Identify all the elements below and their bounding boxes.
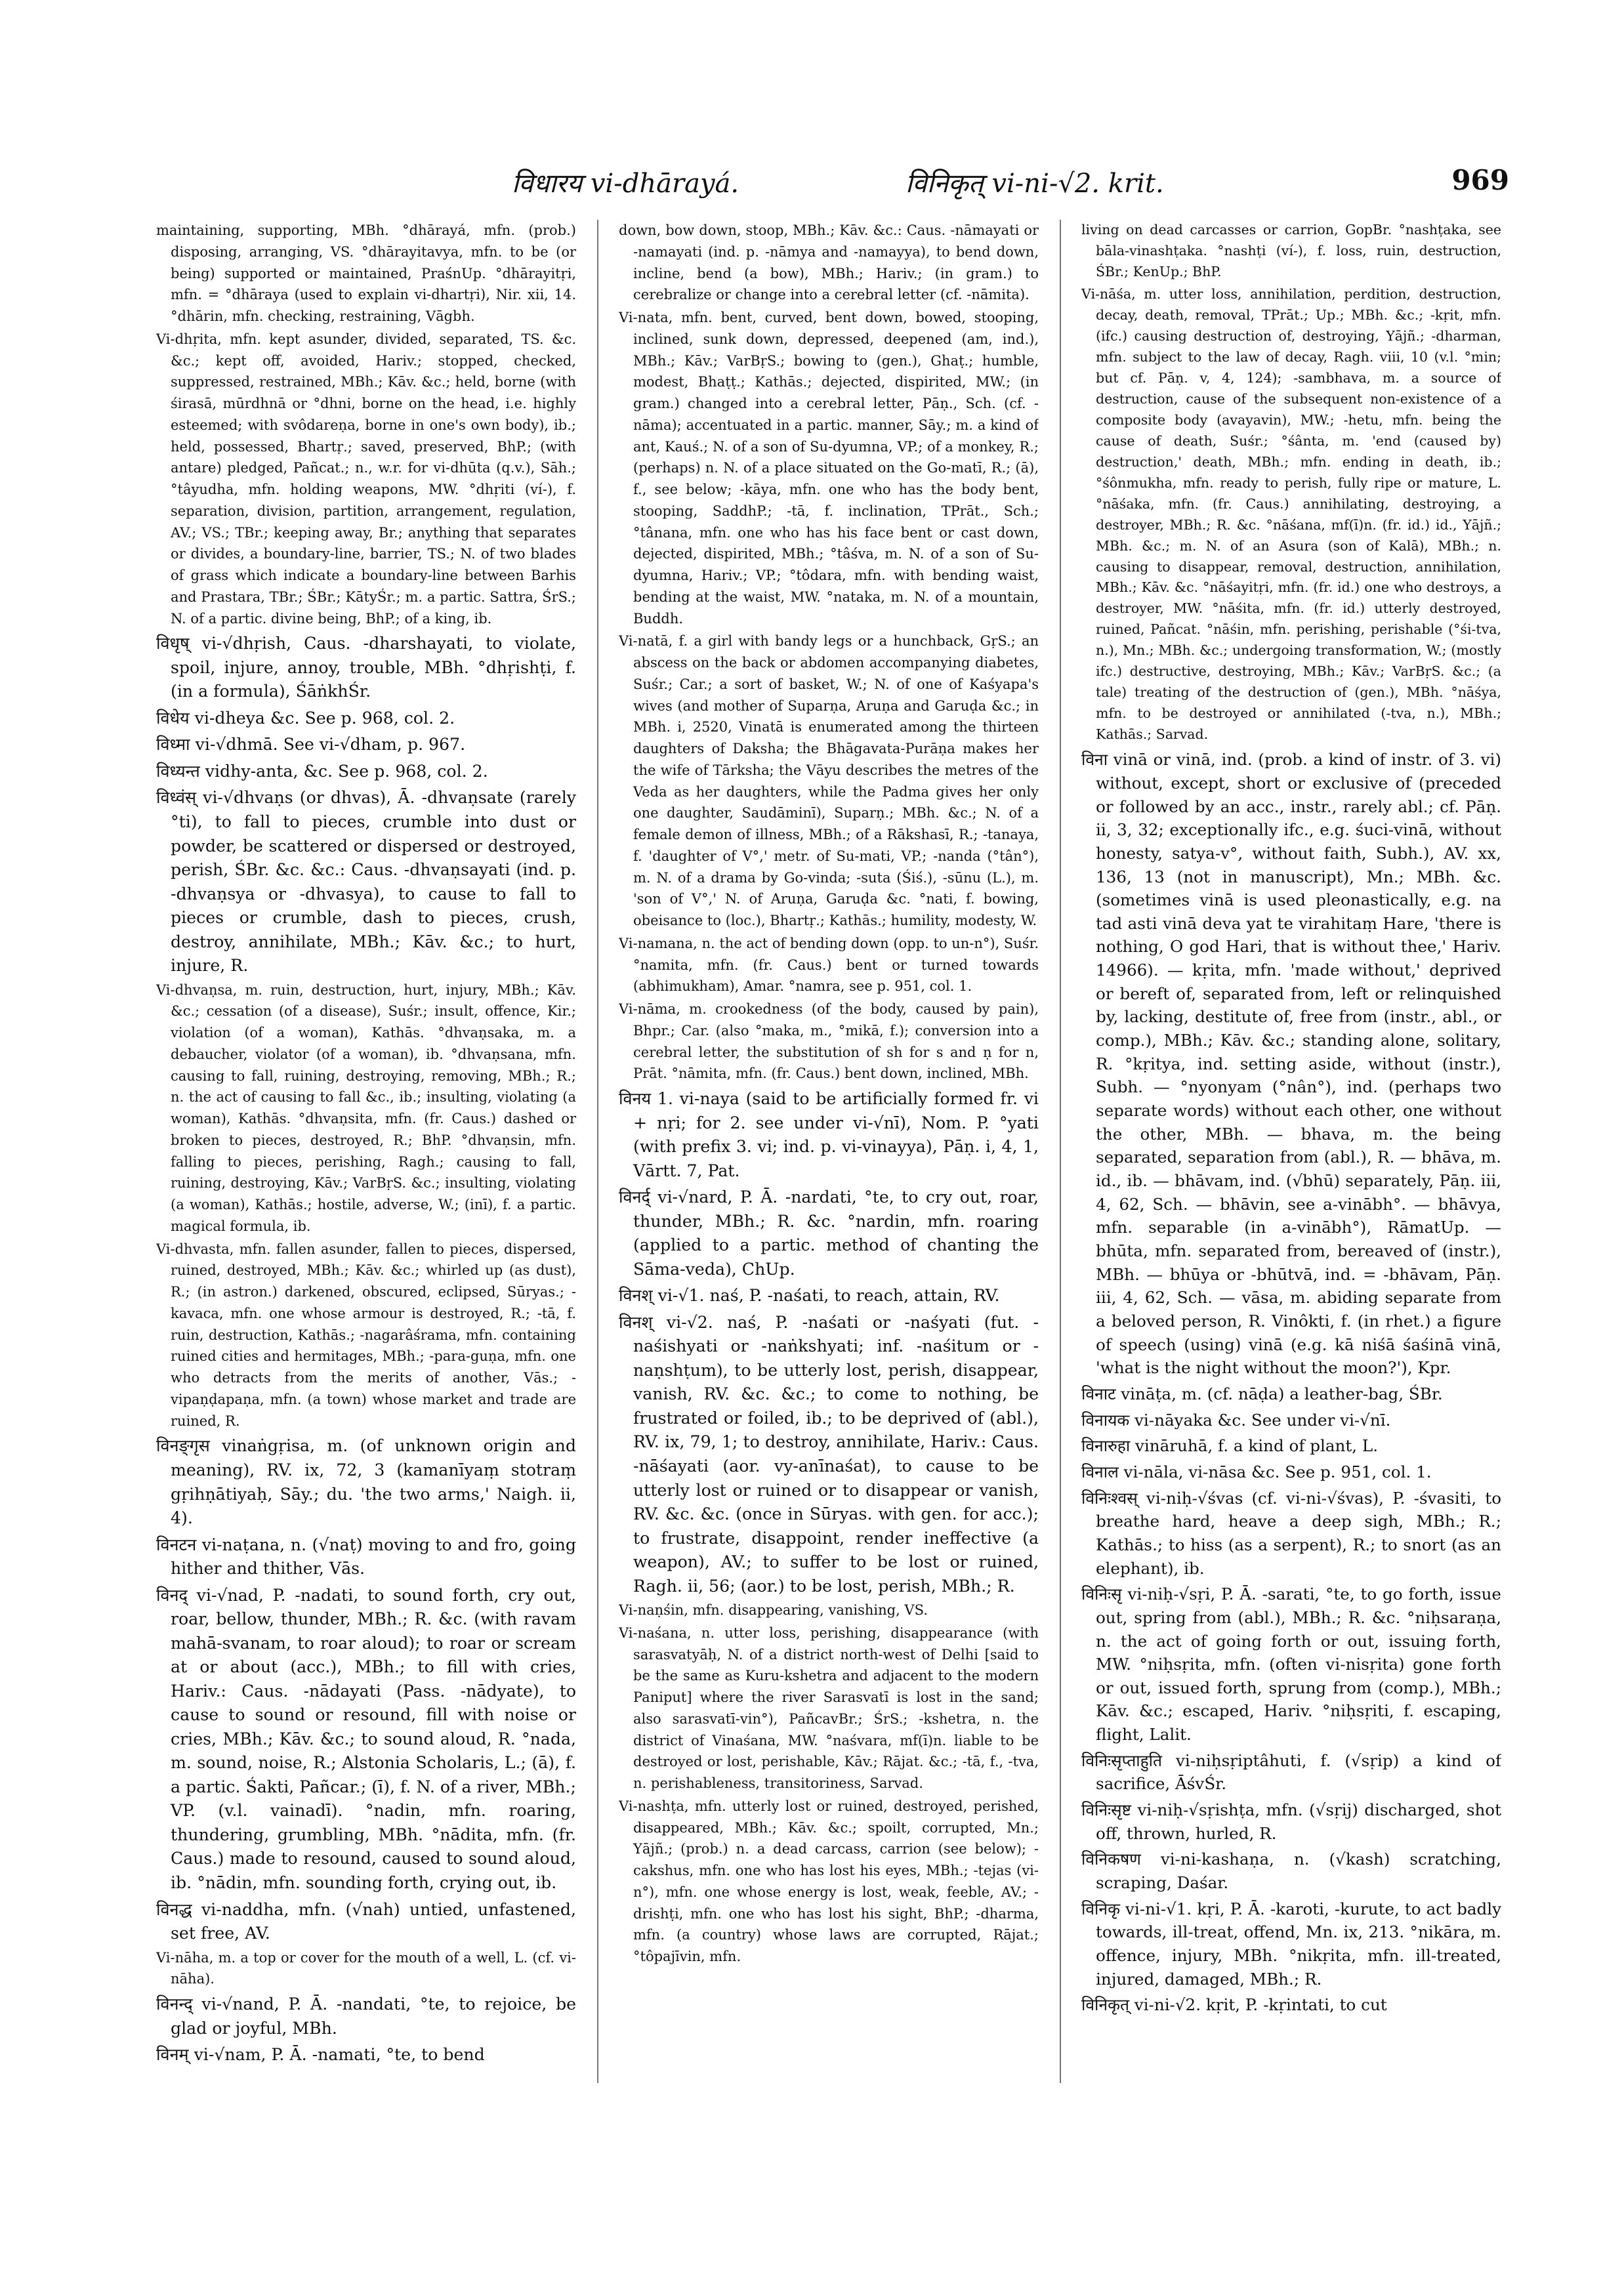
dictionary-entry: विनश् vi-√1. naś, P. -naśati, to reach, attain, RV. bbox=[619, 1286, 1000, 1306]
dictionary-entry: विनटन vi-naṭana, n. (√naṭ) moving to and fro, going hither and thither, Vās. bbox=[156, 1535, 576, 1579]
column-3 bbox=[1081, 220, 1501, 2083]
dictionary-entry: विनिःश्वस् vi-niḥ-√śvas (cf. vi-ni-√śvas), P. -śvasiti, to breathe hard, heave a deep sigh, MBh.; R.; Kathās.; to hiss (as a serpent), R.; to snort (as an elephant), ib. bbox=[1081, 1488, 1501, 1578]
dictionary-entry: विनम् vi-√nam, P. Ā. -namati, °te, to bend bbox=[156, 2045, 485, 2065]
dictionary-entry: विध्मा vi-√dhmā. See vi-√dham, p. 967. bbox=[156, 735, 466, 755]
dictionary-entry: विनन्द् vi-√nand, P. Ā. -nandati, °te, to rejoice, be glad or joyful, MBh. bbox=[156, 1995, 576, 2038]
dictionary-entry: विनद् vi-√nad, P. -nadati, to sound forth, cry out, roar, bellow, thunder, MBh.; R. &c. (with ravam mahā-svanam, to roar aloud); to roar or scream at or about (acc.), MBh.; to fill with cries, Hariv.: Caus. -nādayati (Pass. -nādyate), to cause to sound or resound, fill with noise or cries, MBh.; Kāv. &c.; to sound aloud, R. °nada, m. sound, noise, R.; Alstonia Scholaris, L.; (ā), f. a partic. Śakti, Pañcar.; (ī), f. N. of a river, MBh.; VP. (v.l. vainadī). °nadin, mfn. roaring, thundering, grumbling, MBh. °nādita, mfn. (fr. Caus.) made to resound, caused to sound aloud, ib. °nādin, mfn. sounding forth, crying out, ib. bbox=[156, 1585, 576, 1892]
dictionary-entry: विनायक vi-nāyaka &c. See under vi-√nī. bbox=[1081, 1410, 1391, 1430]
dictionary-entry: विनद्ध vi-naddha, mfn. (√nah) untied, unfastened, set free, AV. bbox=[156, 1899, 576, 1943]
dictionary-entry: Vi-dhvasta, mfn. fallen asunder, fallen to pieces, dispersed, ruined, destroyed, MBh.; Kāv. &c.; whirled up (as dust), R.; (in astron.) darkened, obscured, eclipsed, Sūryas.; -kavaca, mfn. one whose armour is destroyed, R.; -tā, f. ruin, destruction, Kathās.; -nagarâśrama, mfn. containing ruined cities and hermitages, MBh.; -para-guṇa, mfn. one who detracts from the merits of another, Vās.; -vipaṇḍapaṇa, mfn. (a town) whose market and trade are ruined, R. bbox=[156, 1241, 576, 1429]
page-number: 969 bbox=[1451, 164, 1509, 196]
dictionary-entry: Vi-nata, mfn. bent, curved, bent down, bowed, stooping, inclined, sunk down, depressed, deepened (am, ind.), MBh.; Kāv.; VarBṛS.; bowing to (gen.), Ghaṭ.; humble, modest, Bhaṭṭ.; Kathās.; dejected, dispirited, MW.; (in gram.) changed into a cerebral letter, Pāṇ., Sch. (cf. -nāma); accentuated in a partic. manner, Sāy.; m. a kind of ant, Kauś.; N. of a son of Su-dyumna, VP.; of a monkey, R.; (perhaps) n. N. of a place situated on the Go-matī, R.; (ā), f., see below; -kāya, mfn. one who has the body bent, stooping, SaddhP.; -tā, f. inclination, TPrāt., Sch.; °tânana, mfn. one who has his face bent or cast down, dejected, dispirited, MBh.; °tâśva, m. N. of a son of Su-dyumna, Hariv.; VP.; °tôdara, mfn. with bending waist, bending at the waist, MW. °nataka, m. N. of a mountain, Buddh. bbox=[619, 310, 1039, 627]
dictionary-entry: Vi-dhvaṇsa, m. ruin, destruction, hurt, injury, MBh.; Kāv. &c.; cessation (of a disease), Suśr.; insult, offence, Kir.; violation (of a woman), Kathās. °dhvaṇsaka, m. a debaucher, violator (of a woman), ib. °dhvaṇsana, mfn. causing to fall, ruining, destroying, removing, MBh.; R.; n. the act of causing to fall &c., ib.; insulting, violating (a woman), Kathās. °dhvaṇsita, mfn. (fr. Caus.) dashed or broken to pieces, destroyed, R.; BhP. °dhvaṇsin, mfn. falling to pieces, perishing, Ragh.; causing to fall, ruining, destroying, Kāv.; VarBṛS. &c.; insulting, violating (a woman), Kathās.; hostile, adverse, W.; (inī), f. a partic. magical formula, ib. bbox=[156, 982, 576, 1234]
dictionary-entry: Vi-nashṭa, mfn. utterly lost or ruined, destroyed, perished, disappeared, MBh.; Kāv. &c.; spoilt, corrupted, Mn.; Yājñ.; (prob.) n. a dead carcass, carrion (see below); -cakshus, mfn. one who has lost his eyes, MBh.; -tejas (vi-n°), mfn. one whose energy is lost, weak, feeble, AV.; -drishṭi, mfn. one who has lost his sight, BhP.; -dharma, mfn. (a country) whose laws are corrupted, Rājat.; °tôpajīvin, mfn. bbox=[619, 1798, 1039, 1965]
header-left-headword: विधारय vi-dhārayá. bbox=[512, 169, 739, 199]
dictionary-entry: विनिकृत् vi-ni-√2. kṛit, P. -kṛintati, to cut bbox=[1081, 1995, 1387, 2015]
dictionary-entry: विधृष् vi-√dhṛish, Caus. -dharshayati, to violate, spoil, injure, annoy, trouble, MBh. °dhṛishṭi, f. (in a formula), ŚāṅkhŚr. bbox=[156, 634, 576, 701]
dictionary-entry: विनङ्गृस vinaṅgṛisa, m. (of unknown origin and meaning), RV. ix, 72, 3 (kamanīyaṃ stotraṃ gṛihṇātiyaḥ, Sāy.; du. 'the two arms,' Naigh. ii, 4). bbox=[156, 1436, 576, 1528]
dictionary-entry: Vi-nāma, m. crookedness (of the body, caused by pain), Bhpr.; Car. (also °maka, m., °mikā, f.); conversion into a cerebral letter, the substitution of sh for s and ṇ for n, Prāt. °nāmita, mfn. (fr. Caus.) bent down, inclined, MBh. bbox=[619, 1001, 1039, 1082]
dictionary-entry: Vi-nāha, m. a top or cover for the mouth of a well, L. (cf. vi-nāha). bbox=[156, 1949, 576, 1987]
column-1 bbox=[156, 220, 576, 2083]
running-head bbox=[138, 164, 1509, 217]
dictionary-entry: living on dead carcasses or carrion, GopBr. °nashṭaka, see bāla-vinashṭaka. °nashṭi (ví-), f. loss, ruin, destruction, ŚBr.; KenUp.; BhP. bbox=[1081, 222, 1501, 279]
dictionary-entry: विनर्द् vi-√nard, P. Ā. -nardati, °te, to cry out, roar, thunder, MBh.; R. &c. °nardin, mfn. roaring (applied to a partic. method of chanting the Sāma-veda), ChUp. bbox=[619, 1188, 1039, 1279]
dictionary-entry: विनिकृ vi-ni-√1. kṛi, P. Ā. -karoti, -kurute, to act badly towards, ill-treat, offend, Mn. ix, 213. °nikāra, m. offence, injury, MBh. °nikṛita, mfn. ill-treated, injured, damaged, MBh.; R. bbox=[1081, 1899, 1501, 1989]
dictionary-entry: विध्वंस् vi-√dhvaṇs (or dhvas), Ā. -dhvaṇsate (rarely °ti), to fall to pieces, crumble into dust or powder, be scattered or dispersed or destroyed, perish, ŚBr. &c. &c.: Caus. -dhvaṇsayati (ind. p. -dhvaṇsya or -dhvasya), to cause to fall to pieces or crumble, dash to pieces, crush, destroy, annihilate, MBh.; Kāv. &c.; to hurt, injure, R. bbox=[156, 788, 576, 976]
dictionary-columns bbox=[156, 220, 1508, 2083]
column-2 bbox=[619, 220, 1039, 2083]
header-center-headword: विनिकृत् vi-ni-√2. krit. bbox=[906, 169, 1164, 199]
dictionary-entry: विनिःसृप्ताहुति vi-niḥsṛiptâhuti, f. (√sṛip) a kind of sacrifice, ĀśvŚr. bbox=[1081, 1750, 1501, 1794]
dictionary-entry: विनाट vināṭa, m. (cf. nāḍa) a leather-bag, ŚBr. bbox=[1081, 1384, 1443, 1403]
dictionary-entry: Vi-naśana, n. utter loss, perishing, disappearance (with sarasvatyāḥ, N. of a district north-west of Delhi [said to be the same as Kuru-kshetra and adjacent to the modern Paniput] where the river Sarasvatī is lost in the sand; also sarasvatī-vin°), PañcavBr.; ŚrS.; -kshetra, n. the district of Vinaśana, MW. °naśvara, mf(ī)n. liable to be destroyed or lost, perishable, Kāv.; Rājat. &c.; -tā, f., -tva, n. perishableness, transitoriness, Sarvad. bbox=[619, 1624, 1039, 1792]
dictionary-entry: विनिकषण vi-ni-kashaṇa, n. (√kash) scratching, scraping, Daśar. bbox=[1081, 1850, 1501, 1893]
dictionary-entry: विनिःसृ vi-niḥ-√sṛi, P. Ā. -sarati, °te, to go forth, issue out, spring from (abl.), MBh.; R. &c. °niḥsaraṇa, n. the act of going forth or out, issuing forth, MW. °niḥsṛita, mfn. (often vi-nisṛita) gone forth or out, issued forth, sprung from (comp.), MBh.; Kāv. &c.; escaped, Hariv. °niḥsṛiti, f. escaping, flight, Lalit. bbox=[1081, 1584, 1501, 1745]
dictionary-entry: Vi-naṇśin, mfn. disappearing, vanishing, VS. bbox=[619, 1602, 928, 1619]
dictionary-entry: विध्यन्त vidhy-anta, &c. See p. 968, col. 2. bbox=[156, 761, 488, 781]
dictionary-entry: Vi-nāśa, m. utter loss, annihilation, perdition, destruction, decay, death, removal, TPrāt.; Up.; MBh. &c.; -kṛit, mfn. (ifc.) causing destruction of, destroying, Yājñ.; -dharman, mfn. subject to the law of decay, Ragh. viii, 10 (v.l. °min; but cf. Pāṇ. v, 4, 124); -sambhava, m. a source of destruction, cause of the subsequent non-existence of a composite body (avayavin), MW.; -hetu, mfn. being the cause of death, Suśr.; °śânta, m. 'end (caused by) destruction,' death, MBh.; mfn. ending in death, ib.; °śônmukha, mfn. ready to perish, fully ripe or mature, L. °nāśaka, mfn. (fr. Caus.) annihilating, destroying, a destroyer, MBh.; R. &c. °nāśana, mf(ī)n. (fr. id.) id., Yājñ.; MBh. &c.; m. N. of an Asura (son of Kalā), MBh.; n. causing to disappear, removal, destruction, annihilation, MBh.; Kāv. &c. °nāśayitṛi, mfn. (fr. id.) one who destroys, a destroyer, MW. °nāśita, mfn. (fr. id.) utterly destroyed, ruined, Pañcat. °nāśin, mfn. perishing, perishable (°śi-tva, n.), Mn.; MBh. &c.; undergoing transformation, W.; (mostly ifc.) destructive, destroying, MBh.; Kāv.; VarBṛS. &c.; (a tale) treating of the destruction of (gen.), MBh. °nāśya, mfn. to be destroyed or annihilated (-tva, n.), MBh.; Kathās.; Sarvad. bbox=[1081, 285, 1501, 743]
dictionary-entry: Vi-dhṛita, mfn. kept asunder, divided, separated, TS. &c. &c.; kept off, avoided, Hariv.; stopped, checked, suppressed, restrained, MBh.; Kāv. &c.; held, borne (with śirasā, mūrdhnā or °dhni, borne on the head, i.e. highly esteemed; with svôdareṇa, borne in one's own body), ib.; held, possessed, Bhartṛ.; saved, preserved, BhP.; (with antare) pledged, Pañcat.; n., w.r. for vi-dhūta (q.v.), Sāh.; °tâyudha, mfn. holding weapons, MW. °dhṛiti (ví-), f. separation, division, partition, arrangement, regulation, AV.; VS.; TBr.; keeping away, Br.; anything that separates or divides, a boundary-line, barrier, TS.; N. of two blades of grass which indicate a boundary-line between Barhis and Prastara, TBr.; ŚBr.; KātyŚr.; m. a partic. Sattra, ŚrS.; N. of a partic. divine being, BhP.; of a king, ib. bbox=[156, 331, 576, 627]
dictionary-entry: विनाल vi-nāla, vi-nāsa &c. See p. 951, col. 1. bbox=[1081, 1462, 1432, 1481]
dictionary-entry: Vi-namana, n. the act of bending down (opp. to un-n°), Suśr. °namita, mfn. (fr. Caus.) bent or turned towards (abhimukham), Amar. °namra, see p. 951, col. 1. bbox=[619, 935, 1039, 995]
dictionary-entry: down, bow down, stoop, MBh.; Kāv. &c.: Caus. -nāmayati or -namayati (ind. p. -nāmya and -namayya), to bend down, incline, bend (a bow), MBh.; Hariv.; (in gram.) to cerebralize or change into a cerebral letter (cf. -nāmita). bbox=[619, 222, 1039, 303]
dictionary-entry: Vi-natā, f. a girl with bandy legs or a hunchback, GṛS.; an abscess on the back or abdomen accompanying diabetes, Suśr.; Car.; a sort of basket, W.; N. of one of Kaśyapa's wives (and mother of Suparṇa, Aruṇa and Garuḍa &c.; in MBh. i, 2520, Vinatā is enumerated among the thirteen daughters of Daksha; the Bhāgavata-Purāṇa makes her the wife of Tārksha; the Vāyu describes the metres of the Veda as her daughters, while the Padma gives her only one daughter, Saudāminī), Suparṇ.; MBh. &c.; N. of a female demon of illness, MBh.; of a Rākshasī, R.; -tanaya, f. 'daughter of V°,' metr. of Su-mati, VP.; -nanda (°tân°), m. N. of a drama by Go-vinda; -suta (Śiś.), -sūnu (L.), m. 'son of V°,' N. of Aruṇa, Garuḍa &c. °nati, f. bowing, obeisance to (loc.), Bhartṛ.; Kathās.; humility, modesty, W. bbox=[619, 633, 1039, 928]
dictionary-entry: विनिःसृष्ट vi-niḥ-√sṛishṭa, mfn. (√sṛij) discharged, shot off, thrown, hurled, R. bbox=[1081, 1800, 1501, 1843]
dictionary-entry: विनारुहा vināruhā, f. a kind of plant, L. bbox=[1081, 1436, 1379, 1456]
dictionary-entry: विनय 1. vi-naya (said to be artificially formed fr. vi + nṛi; for 2. see under vi-√nī), Nom. P. °yati (with prefix 3. vi; ind. p. vi-vinayya), Pāṇ. i, 4, 1, Vārtt. 7, Pat. bbox=[619, 1089, 1039, 1180]
dictionary-entry: विधेय vi-dheya &c. See p. 968, col. 2. bbox=[156, 708, 455, 728]
dictionary-entry: विना vinā or vinā, ind. (prob. a kind of instr. of 3. vi) without, except, short or exclusive of (preceded or followed by an acc., instr., rarely abl.; cf. Pāṇ. ii, 3, 32; exceptionally ifc., e.g. śuci-vinā, without honesty, satya-v°, without faith, Subh.), AV. xx, 136, 13 (not in manuscript), Mn.; MBh. &c. (sometimes vinā is used pleonastically, e.g. na tad asti vinā deva yat te virahitaṃ Hare, 'there is nothing, O god Hari, that is without thee,' Hariv. 14966). — kṛita, mfn. 'made without,' deprived or bereft of, separated from, left or relinquished by, lacking, destitute of, free from (instr., abl., or comp.), MBh.; Kāv. &c.; standing alone, solitary, R. °kṛitya, ind. setting aside, without (instr.), Subh. — °nyonyam (°nân°), ind. (perhaps two separate words) without each other, one without the other, MBh. — bhava, m. the being separated, separation from (abl.), R. — bhāva, m. id., ib. — bhāvam, ind. (√bhū) separately, Pāṇ. iii, 4, 62, Sch. — bhāvin, see a-vinābh°. — bhāvya, mfn. separable (in a-vinābh°), RāmatUp. — bhūta, mfn. separated from, bereaved of (instr.), MBh. — bhūya or -bhūtvā, ind. = -bhāvam, Pāṇ. iii, 4, 62, Sch. — vāsa, m. abiding separate from a beloved person, R. Vinôkti, f. (in rhet.) a figure of speech (using) vinā (e.g. kā niśā śaśinā vinā, 'what is the night without the moon?'), Kpr. bbox=[1081, 750, 1501, 1378]
dictionary-entry: maintaining, supporting, MBh. °dhārayá, mfn. (prob.) disposing, arranging, VS. °dhārayitavya, mfn. to be (or being) supported or maintained, PraśnUp. °dhārayitṛi, mfn. = °dhāraya (used to explain vi-dhartṛi), Nir. xii, 14. °dhārin, mfn. checking, restraining, Vāgbh. bbox=[156, 222, 576, 324]
dictionary-entry: विनश् vi-√2. naś, P. -naśati or -naśyati (fut. -naśishyati or -naṅkshyati; inf. -naśitum or -naṇshṭum), to be utterly lost, perish, disappear, vanish, RV. &c. &c.; to come to nothing, be frustrated or foiled, ib.; to be deprived of (abl.), RV. ix, 79, 1; to destroy, annihilate, Hariv.: Caus. -nāśayati (aor. vy-anīnaśat), to cause to be utterly lost or ruined or to disappear or vanish, RV. &c. &c. (once in Sūryas. with gen. for acc.); to frustrate, disappoint, render ineffective (a weapon), AV.; to suffer to be lost or ruined, Ragh. ii, 56; (aor.) to be lost, perish, MBh.; R. bbox=[619, 1312, 1039, 1596]
